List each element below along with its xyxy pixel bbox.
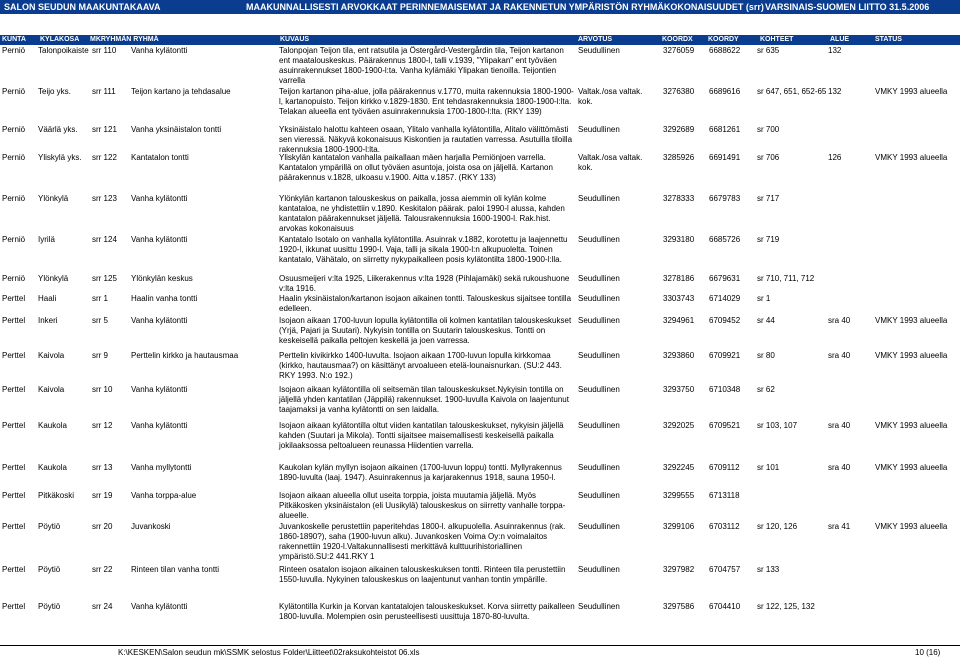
cell-arvotus: Seudullinen xyxy=(578,491,620,500)
cell-kuvaus: Kylätontilla Kurkin ja Korvan kantatalojen talouskeskukset. Korva siirretty paikalleen 1800-luvulla. Molempien osin perusteellisesti uusittuja 1870-80-luvulta. xyxy=(279,602,575,621)
col-kuvaus: KUVAUS xyxy=(280,36,310,43)
cell-kohteet: sr 635 xyxy=(757,46,780,55)
cell-ryhma: Vanha torppa-alue xyxy=(131,491,197,500)
cell-arvotus: Seudullinen xyxy=(578,385,620,394)
col-koordx: KOORDX xyxy=(662,36,693,43)
cell-kunta: Perniö xyxy=(2,125,26,134)
cell-kuvaus: Isojaon aikaan kylätontilla oli seitsemän tilan talouskeskukset.Nykyisin tontilla on jäljellä yhden kantatilan (Jäppilä) rakennukset. 1900-luvulla Kaivola on laajentunut taajamaksi ja vanha kylätontti on sen laidalla. xyxy=(279,385,569,414)
cell-kyla: Teijo yks. xyxy=(38,87,71,96)
cell-kuvaus: Talonpojan Teijon tila, ent ratsutila ja Östergård-Vestergårdin tila, Teijon kartanon ent maatalouskeskus. Päärakennus 1800-l, talli v.1939, "Ylipakan" ent työväen asuinrakennukset 1800-1900-l:ta. Vanha kylämäki Ylipakan tienoilla. Teijontien varrella xyxy=(279,46,564,85)
cell-ryhma: Ylönkylän keskus xyxy=(131,274,193,283)
cell-ryhma: Haalin vanha tontti xyxy=(131,294,198,303)
col-arvotus: ARVOTUS xyxy=(578,36,613,43)
cell-kuvaus: Teijon kartanon piha-alue, jolla päärakennus v.1770, muita rakennuksia 1800-1900-l, kartanopuisto. Teijon kirkko v.1829-1830. Ent tehdasrakennuksia 1800-1900-l:lta. Telakan alueella ent työväen asuinrakennuksia 1700-1800-l:lta. (RKY 139) xyxy=(279,87,574,116)
cell-x: 3299106 xyxy=(663,522,695,531)
cell-ryhma: Perttelin kirkko ja hautausmaa xyxy=(131,351,239,360)
cell-srr: srr 13 xyxy=(92,463,113,472)
cell-status: VMKY 1993 alueella xyxy=(875,316,948,325)
col-status: STATUS xyxy=(875,36,902,43)
cell-kohteet: sr 706 xyxy=(757,153,780,162)
document-header xyxy=(0,0,960,14)
cell-srr: srr 19 xyxy=(92,491,113,500)
cell-kyla: Kaivola xyxy=(38,385,65,394)
cell-kohteet: sr 133 xyxy=(757,565,780,574)
cell-srr: srr 124 xyxy=(92,235,117,244)
cell-srr: srr 111 xyxy=(92,87,116,96)
cell-arvotus: Seudullinen xyxy=(578,351,620,360)
cell-y: 6679783 xyxy=(709,194,741,203)
cell-alue: sra 40 xyxy=(828,351,851,360)
cell-ryhma: Vanha kylätontti xyxy=(131,235,188,244)
cell-kyla: Haali xyxy=(38,294,57,303)
cell-kohteet: sr 700 xyxy=(757,125,780,134)
cell-y: 6703112 xyxy=(709,522,740,531)
cell-kunta: Perttel xyxy=(2,316,26,325)
cell-kohteet: sr 103, 107 xyxy=(757,421,798,430)
cell-kyla: Kaukola xyxy=(38,463,67,472)
cell-kyla: Ylönkylä xyxy=(38,274,69,283)
cell-status: VMKY 1993 alueella xyxy=(875,522,948,531)
cell-arvotus: Seudullinen xyxy=(578,274,620,283)
cell-x: 3297586 xyxy=(663,602,695,611)
cell-kuvaus: Haalin yksinäistalon/kartanon isojaon aikainen tontti. Talouskeskus sijaitsee tontilla edelleen. xyxy=(279,294,572,313)
cell-kunta: Perniö xyxy=(2,153,26,162)
cell-arvotus: Seudullinen xyxy=(578,294,620,303)
cell-alue: sra 40 xyxy=(828,316,851,325)
cell-y: 6691491 xyxy=(709,153,741,162)
cell-kuvaus: Yksinäistalo halottu kahteen osaan, Ylitalo vanhalla kylätontilla, Alitalo välittömästi sen vieressä. Näkyvä kokonaisuus Kiskontien ja rautatien varressa. Asutuilla tiloilla rakennuksia 1800-1900-l:lta. xyxy=(279,125,573,154)
cell-srr: srr 10 xyxy=(92,385,113,394)
cell-ryhma: Juvankoski xyxy=(131,522,171,531)
cell-kunta: Perniö xyxy=(2,235,26,244)
cell-x: 3278186 xyxy=(663,274,695,283)
cell-ryhma: Vanha kylätontti xyxy=(131,602,188,611)
cell-kunta: Perniö xyxy=(2,46,26,55)
cell-kuvaus: Perttelin kivikirkko 1400-luvulta. Isojaon aikaan 1700-luvun lopulla kirkkomaa (kirkko, hautausmaa?) on käsittänyt arvoalueen etelä-lounaisnurkan. (SU:2 443. RKY 1993. N:o 192.) xyxy=(279,351,562,380)
cell-ryhma: Vanha myllytontti xyxy=(131,463,192,472)
cell-x: 3303743 xyxy=(663,294,695,303)
cell-arvotus: Seudullinen xyxy=(578,194,620,203)
cell-kohteet: sr 44 xyxy=(757,316,775,325)
cell-kuvaus: Ylönkylän kartanon talouskeskus on paikalla, jossa aiemmin oli kylän kolme kantataloa, ne yhdistettiin v.1890. Keskitalon päärak. paloi 1990-l alussa, kahden kantatalon päärakennukset jäljellä. Talousrakennuksia 1600-1900-l. Rak.hist. arvokas kokonaisuus xyxy=(279,194,565,233)
cell-status: VMKY 1993 alueella xyxy=(875,351,948,360)
cell-arvotus: Seudullinen xyxy=(578,602,620,611)
header-right: VARSINAIS-SUOMEN LIITTO 31.5.2006 xyxy=(765,2,930,12)
cell-alue: 132 xyxy=(828,87,842,96)
cell-y: 6681261 xyxy=(709,125,741,134)
col-kylakosa: KYLAKOSA xyxy=(40,36,80,43)
cell-x: 3285926 xyxy=(663,153,695,162)
cell-kyla: Ylönkylä xyxy=(38,194,69,203)
cell-kunta: Perniö xyxy=(2,274,26,283)
cell-arvotus: Seudullinen xyxy=(578,316,620,325)
cell-kyla: Kaivola xyxy=(38,351,65,360)
cell-ryhma: Vanha yksinäistalon tontti xyxy=(131,125,222,134)
cell-x: 3292025 xyxy=(663,421,695,430)
cell-srr: srr 1 xyxy=(92,294,108,303)
cell-kohteet: sr 1 xyxy=(757,294,771,303)
cell-kohteet: sr 719 xyxy=(757,235,780,244)
cell-x: 3278333 xyxy=(663,194,695,203)
cell-kuvaus: Juvankoskelle perustettiin paperitehdas 1800-l. alkupuolella. Asuinrakennus (rak. 1860-1890?), saha (1900-luvun alku). Juvankosken Voima Oy:n voimalaitos rakennettiin 1920-l.Valtakunnallisesti merkittävä kulttuurihistoriallinen ympäristö.SU:2 441.RKY 1 xyxy=(279,522,566,561)
cell-x: 3293180 xyxy=(663,235,695,244)
cell-kuvaus: Yliskylän kantatalon vanhalla paikallaan mäen harjalla Perniönjoen varrella. Kantatalon ympärillä on ollut työväen asuntoja, joista osa on jäljellä. Kartanon päärakennus v.1828, ulkoasu v.1900. Aitta v.1857. (RKY 133) xyxy=(279,153,553,182)
cell-status: VMKY 1993 alueella xyxy=(875,463,948,472)
cell-kuvaus: Kaukolan kylän myllyn isojaon aikainen (1700-luvun loppu) tontti. Myllyrakennus 1890-luvulta (laaj. 1947). Asuinrakennus ja karjarakennus 1918, sauna 1950-l. xyxy=(279,463,562,482)
cell-y: 6679631 xyxy=(709,274,741,283)
cell-kohteet: sr 122, 125, 132 xyxy=(757,602,815,611)
cell-x: 3294961 xyxy=(663,316,695,325)
cell-kuvaus: Isojaon aikaan alueella ollut useita torppia, joista muutamia jäljellä. Myös Pitkäkosken yksinäistalon (eli Uusikylä) talouskeskus on siirretty vanhalle torppa-alueelle. xyxy=(279,491,566,520)
cell-kuvaus: Osuusmeijeri v:lta 1925, Liikerakennus v:lta 1928 (Pihlajamäki) sekä rukoushuone v:lta 1916. xyxy=(279,274,570,293)
footer-rule xyxy=(0,645,960,646)
cell-arvotus: Seudullinen xyxy=(578,421,620,430)
cell-arvotus: Seudullinen xyxy=(578,463,620,472)
cell-kunta: Perttel xyxy=(2,463,26,472)
cell-kohteet: sr 710, 711, 712 xyxy=(757,274,815,283)
cell-y: 6704410 xyxy=(709,602,741,611)
cell-alue: sra 40 xyxy=(828,421,851,430)
cell-alue: sra 40 xyxy=(828,463,851,472)
cell-x: 3293860 xyxy=(663,351,695,360)
cell-ryhma: Vanha kylätontti xyxy=(131,46,188,55)
cell-alue: 132 xyxy=(828,46,842,55)
cell-kyla: Inkeri xyxy=(38,316,58,325)
cell-kuvaus: Kantatalo Isotalo on vanhalla kylätontilla. Asuinrak v.1882, korotettu ja laajennettu 1920-l, ikkunat uusittu 1990-l. Vaja, talli ja sikala 1900-l:n alkupuolelta. Toinen kantatalo, Vähätalo, on siirretty nykypaikalleen posis kylätontilta 1800-1900-l:lla. xyxy=(279,235,568,264)
cell-kyla: Yliskylä yks. xyxy=(38,153,82,162)
cell-kohteet: sr 62 xyxy=(757,385,775,394)
cell-kohteet: sr 647, 651, 652-65 xyxy=(757,87,827,96)
cell-kunta: Perttel xyxy=(2,351,26,360)
cell-srr: srr 123 xyxy=(92,194,117,203)
cell-y: 6689616 xyxy=(709,87,741,96)
cell-x: 3297982 xyxy=(663,565,695,574)
cell-kyla: Iyrilä xyxy=(38,235,55,244)
cell-ryhma: Rinteen tilan vanha tontti xyxy=(131,565,220,574)
col-kohteet: KOHTEET xyxy=(760,36,794,43)
cell-srr: srr 110 xyxy=(92,46,117,55)
cell-ryhma: Vanha kylätontti xyxy=(131,421,188,430)
cell-srr: srr 9 xyxy=(92,351,108,360)
cell-arvotus: Seudullinen xyxy=(578,235,620,244)
cell-arvotus: Valtak./osa valtak. kok. xyxy=(578,87,643,106)
cell-kunta: Perttel xyxy=(2,565,26,574)
cell-y: 6713118 xyxy=(709,491,740,500)
header-center: MAAKUNNALLISESTI ARVOKKAAT PERINNEMAISEMAT JA RAKENNETUN YMPÄRISTÖN RYHMÄKOKONAISUUDET (srr) xyxy=(246,2,764,12)
cell-srr: srr 20 xyxy=(92,522,113,531)
cell-arvotus: Seudullinen xyxy=(578,565,620,574)
cell-ryhma: Vanha kylätontti xyxy=(131,385,188,394)
cell-kuvaus: Rinteen osatalon isojaon aikainen talouskeskuksen tontti. Rinteen tila perustettiin 1550-luvulla. Nykyinen talouskeskus on laajentunut vanhan tontin ympärille. xyxy=(279,565,566,584)
cell-y: 6709921 xyxy=(709,351,741,360)
cell-srr: srr 122 xyxy=(92,153,117,162)
cell-kunta: Perttel xyxy=(2,602,26,611)
cell-x: 3293750 xyxy=(663,385,695,394)
cell-x: 3276380 xyxy=(663,87,695,96)
cell-srr: srr 24 xyxy=(92,602,113,611)
footer-path: K:\KESKEN\Salon seudun mk\SSMK selostus Folder\Liitteet\02raksukohteistot 06.xls xyxy=(118,648,420,657)
cell-kyla: Pöytiö xyxy=(38,602,61,611)
col-alue: ALUE xyxy=(830,36,850,43)
cell-kuvaus: Isojaon aikaan 1700-luvun lopulla kylätontilla oli kolmen kantatilan talouskeskukset (Yrjä, Pajari ja Suutari). Nykyisin tontilla on Suutarin talouskeskus. Tontti on keskeisellä paikalla peltojen keskellä ja joen varressa. xyxy=(279,316,572,345)
cell-ryhma: Vanha kylätontti xyxy=(131,194,188,203)
cell-srr: srr 12 xyxy=(92,421,113,430)
cell-srr: srr 125 xyxy=(92,274,117,283)
cell-ryhma: Vanha kylätontti xyxy=(131,316,188,325)
cell-kunta: Perttel xyxy=(2,491,26,500)
cell-arvotus: Valtak./osa valtak. kok. xyxy=(578,153,643,172)
col-koordy: KOORDY xyxy=(708,36,739,43)
cell-y: 6709112 xyxy=(709,463,740,472)
cell-kohteet: sr 717 xyxy=(757,194,780,203)
cell-kohteet: sr 80 xyxy=(757,351,775,360)
cell-arvotus: Seudullinen xyxy=(578,46,620,55)
cell-kunta: Perttel xyxy=(2,522,26,531)
cell-y: 6710348 xyxy=(709,385,741,394)
cell-kunta: Perttel xyxy=(2,385,26,394)
cell-arvotus: Seudullinen xyxy=(578,125,620,134)
header-left: SALON SEUDUN MAAKUNTAKAAVA xyxy=(4,2,161,12)
cell-x: 3292689 xyxy=(663,125,695,134)
cell-kyla: Pöytiö xyxy=(38,522,61,531)
cell-x: 3276059 xyxy=(663,46,695,55)
col-ryhma: MKRYHMÄN RYHMÄ xyxy=(90,36,159,43)
cell-alue: 126 xyxy=(828,153,842,162)
column-header-row xyxy=(0,35,960,45)
cell-y: 6685726 xyxy=(709,235,741,244)
footer-page: 10 (16) xyxy=(915,648,941,657)
col-kunta: KUNTA xyxy=(2,36,26,43)
cell-y: 6709452 xyxy=(709,316,741,325)
cell-kyla: Pöytiö xyxy=(38,565,61,574)
cell-alue: sra 41 xyxy=(828,522,851,531)
cell-status: VMKY 1993 alueella xyxy=(875,153,948,162)
cell-kyla: Kaukola xyxy=(38,421,67,430)
cell-srr: srr 22 xyxy=(92,565,113,574)
cell-x: 3299555 xyxy=(663,491,695,500)
cell-ryhma: Teijon kartano ja tehdasalue xyxy=(131,87,231,96)
cell-arvotus: Seudullinen xyxy=(578,522,620,531)
cell-srr: srr 121 xyxy=(92,125,117,134)
cell-kuvaus: Isojaon aikaan kylätontilla oltut viiden kantatilan talouskeskukset, nykyisin jäljellä kahden (Suutari ja Mikola). Tontti sijaitsee maisemallisesti keskeisellä paikalla jokilaaksossa peltoalueen reunassa Hiidentien varrella. xyxy=(279,421,564,450)
cell-status: VMKY 1993 alueella xyxy=(875,87,948,96)
cell-kunta: Perniö xyxy=(2,87,26,96)
cell-kunta: Perttel xyxy=(2,294,26,303)
cell-kunta: Perttel xyxy=(2,421,26,430)
cell-kohteet: sr 120, 126 xyxy=(757,522,798,531)
cell-kyla: Talonpoikaiste xyxy=(38,46,89,55)
cell-x: 3292245 xyxy=(663,463,695,472)
cell-kyla: Väärlä yks. xyxy=(38,125,78,134)
cell-ryhma: Kantatalon tontti xyxy=(131,153,189,162)
cell-y: 6714029 xyxy=(709,294,741,303)
cell-srr: srr 5 xyxy=(92,316,108,325)
cell-y: 6688622 xyxy=(709,46,741,55)
cell-kohteet: sr 101 xyxy=(757,463,780,472)
cell-kyla: Pitkäkoski xyxy=(38,491,75,500)
cell-status: VMKY 1993 alueella xyxy=(875,421,948,430)
cell-kunta: Perniö xyxy=(2,194,26,203)
cell-y: 6709521 xyxy=(709,421,741,430)
cell-y: 6704757 xyxy=(709,565,741,574)
